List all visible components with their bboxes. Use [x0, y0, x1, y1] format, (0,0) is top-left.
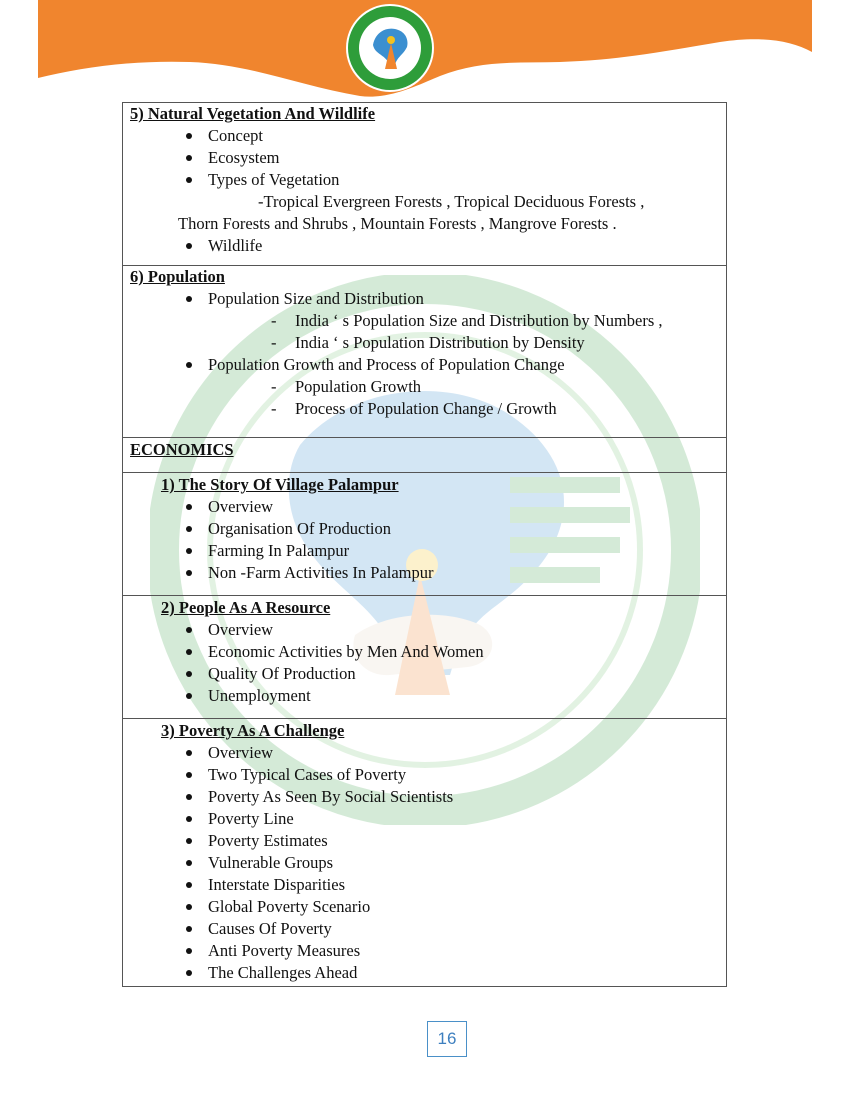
section-title: 5) Natural Vegetation And Wildlife	[130, 104, 376, 123]
list-item: Concept	[123, 125, 726, 147]
section-palampur	[123, 473, 726, 596]
list-item: Quality Of Production	[123, 663, 726, 685]
section-poverty	[123, 719, 726, 986]
topic-list	[123, 619, 726, 707]
sub-list-item: - India ‘ s Population Distribution by Density	[123, 332, 726, 354]
sub-list-item: - Population Growth	[123, 376, 726, 398]
vegetation-types-text: -Tropical Evergreen Forests , Tropical Deciduous Forests ,	[258, 192, 645, 211]
list-item: Economic Activities by Men And Women	[123, 641, 726, 663]
list-item: Causes Of Poverty	[123, 918, 726, 940]
syllabus-table	[122, 102, 727, 987]
list-item: Overview	[123, 496, 726, 518]
section-title: ECONOMICS	[130, 440, 234, 459]
list-item: Organisation Of Production	[123, 518, 726, 540]
list-item: Population Growth and Process of Population Change	[123, 354, 726, 376]
list-item: Ecosystem	[123, 147, 726, 169]
subtopic-list	[123, 376, 726, 420]
board-emblem-icon	[345, 3, 435, 93]
section-title: 6) Population	[130, 267, 225, 286]
vegetation-types-text: Thorn Forests and Shrubs , Mountain Forests , Mangrove Forests .	[178, 214, 617, 233]
section-people-resource	[123, 596, 726, 719]
list-item: The Challenges Ahead	[123, 962, 726, 984]
list-item: Poverty Line	[123, 808, 726, 830]
list-item: Vulnerable Groups	[123, 852, 726, 874]
list-item: Two Typical Cases of Poverty	[123, 764, 726, 786]
list-item: Types of Vegetation	[123, 169, 726, 191]
topic-list	[123, 354, 726, 376]
sub-list-item: - Process of Population Change / Growth	[123, 398, 726, 420]
topic-list	[123, 125, 726, 191]
list-item: Overview	[123, 619, 726, 641]
subtopic-list	[123, 310, 726, 354]
page-number: 16	[427, 1021, 467, 1057]
topic-list	[123, 742, 726, 984]
list-item: Anti Poverty Measures	[123, 940, 726, 962]
list-item: Poverty Estimates	[123, 830, 726, 852]
list-item: Interstate Disparities	[123, 874, 726, 896]
topic-list	[123, 496, 726, 584]
list-item: Non -Farm Activities In Palampur	[123, 562, 726, 584]
list-item: Unemployment	[123, 685, 726, 707]
section-title: 2) People As A Resource	[161, 598, 331, 617]
list-item: Poverty As Seen By Social Scientists	[123, 786, 726, 808]
list-item: Global Poverty Scenario	[123, 896, 726, 918]
section-title: 3) Poverty As A Challenge	[161, 721, 345, 740]
sub-list-item: - India ‘ s Population Size and Distribution by Numbers ,	[123, 310, 726, 332]
section-title: 1) The Story Of Village Palampur	[161, 475, 399, 494]
section-natural-vegetation	[123, 103, 726, 266]
section-population	[123, 266, 726, 438]
topic-list	[123, 288, 726, 310]
topic-list	[123, 235, 726, 257]
list-item: Farming In Palampur	[123, 540, 726, 562]
list-item: Wildlife	[123, 235, 726, 257]
list-item: Population Size and Distribution	[123, 288, 726, 310]
list-item: Overview	[123, 742, 726, 764]
section-economics-heading	[123, 438, 726, 473]
